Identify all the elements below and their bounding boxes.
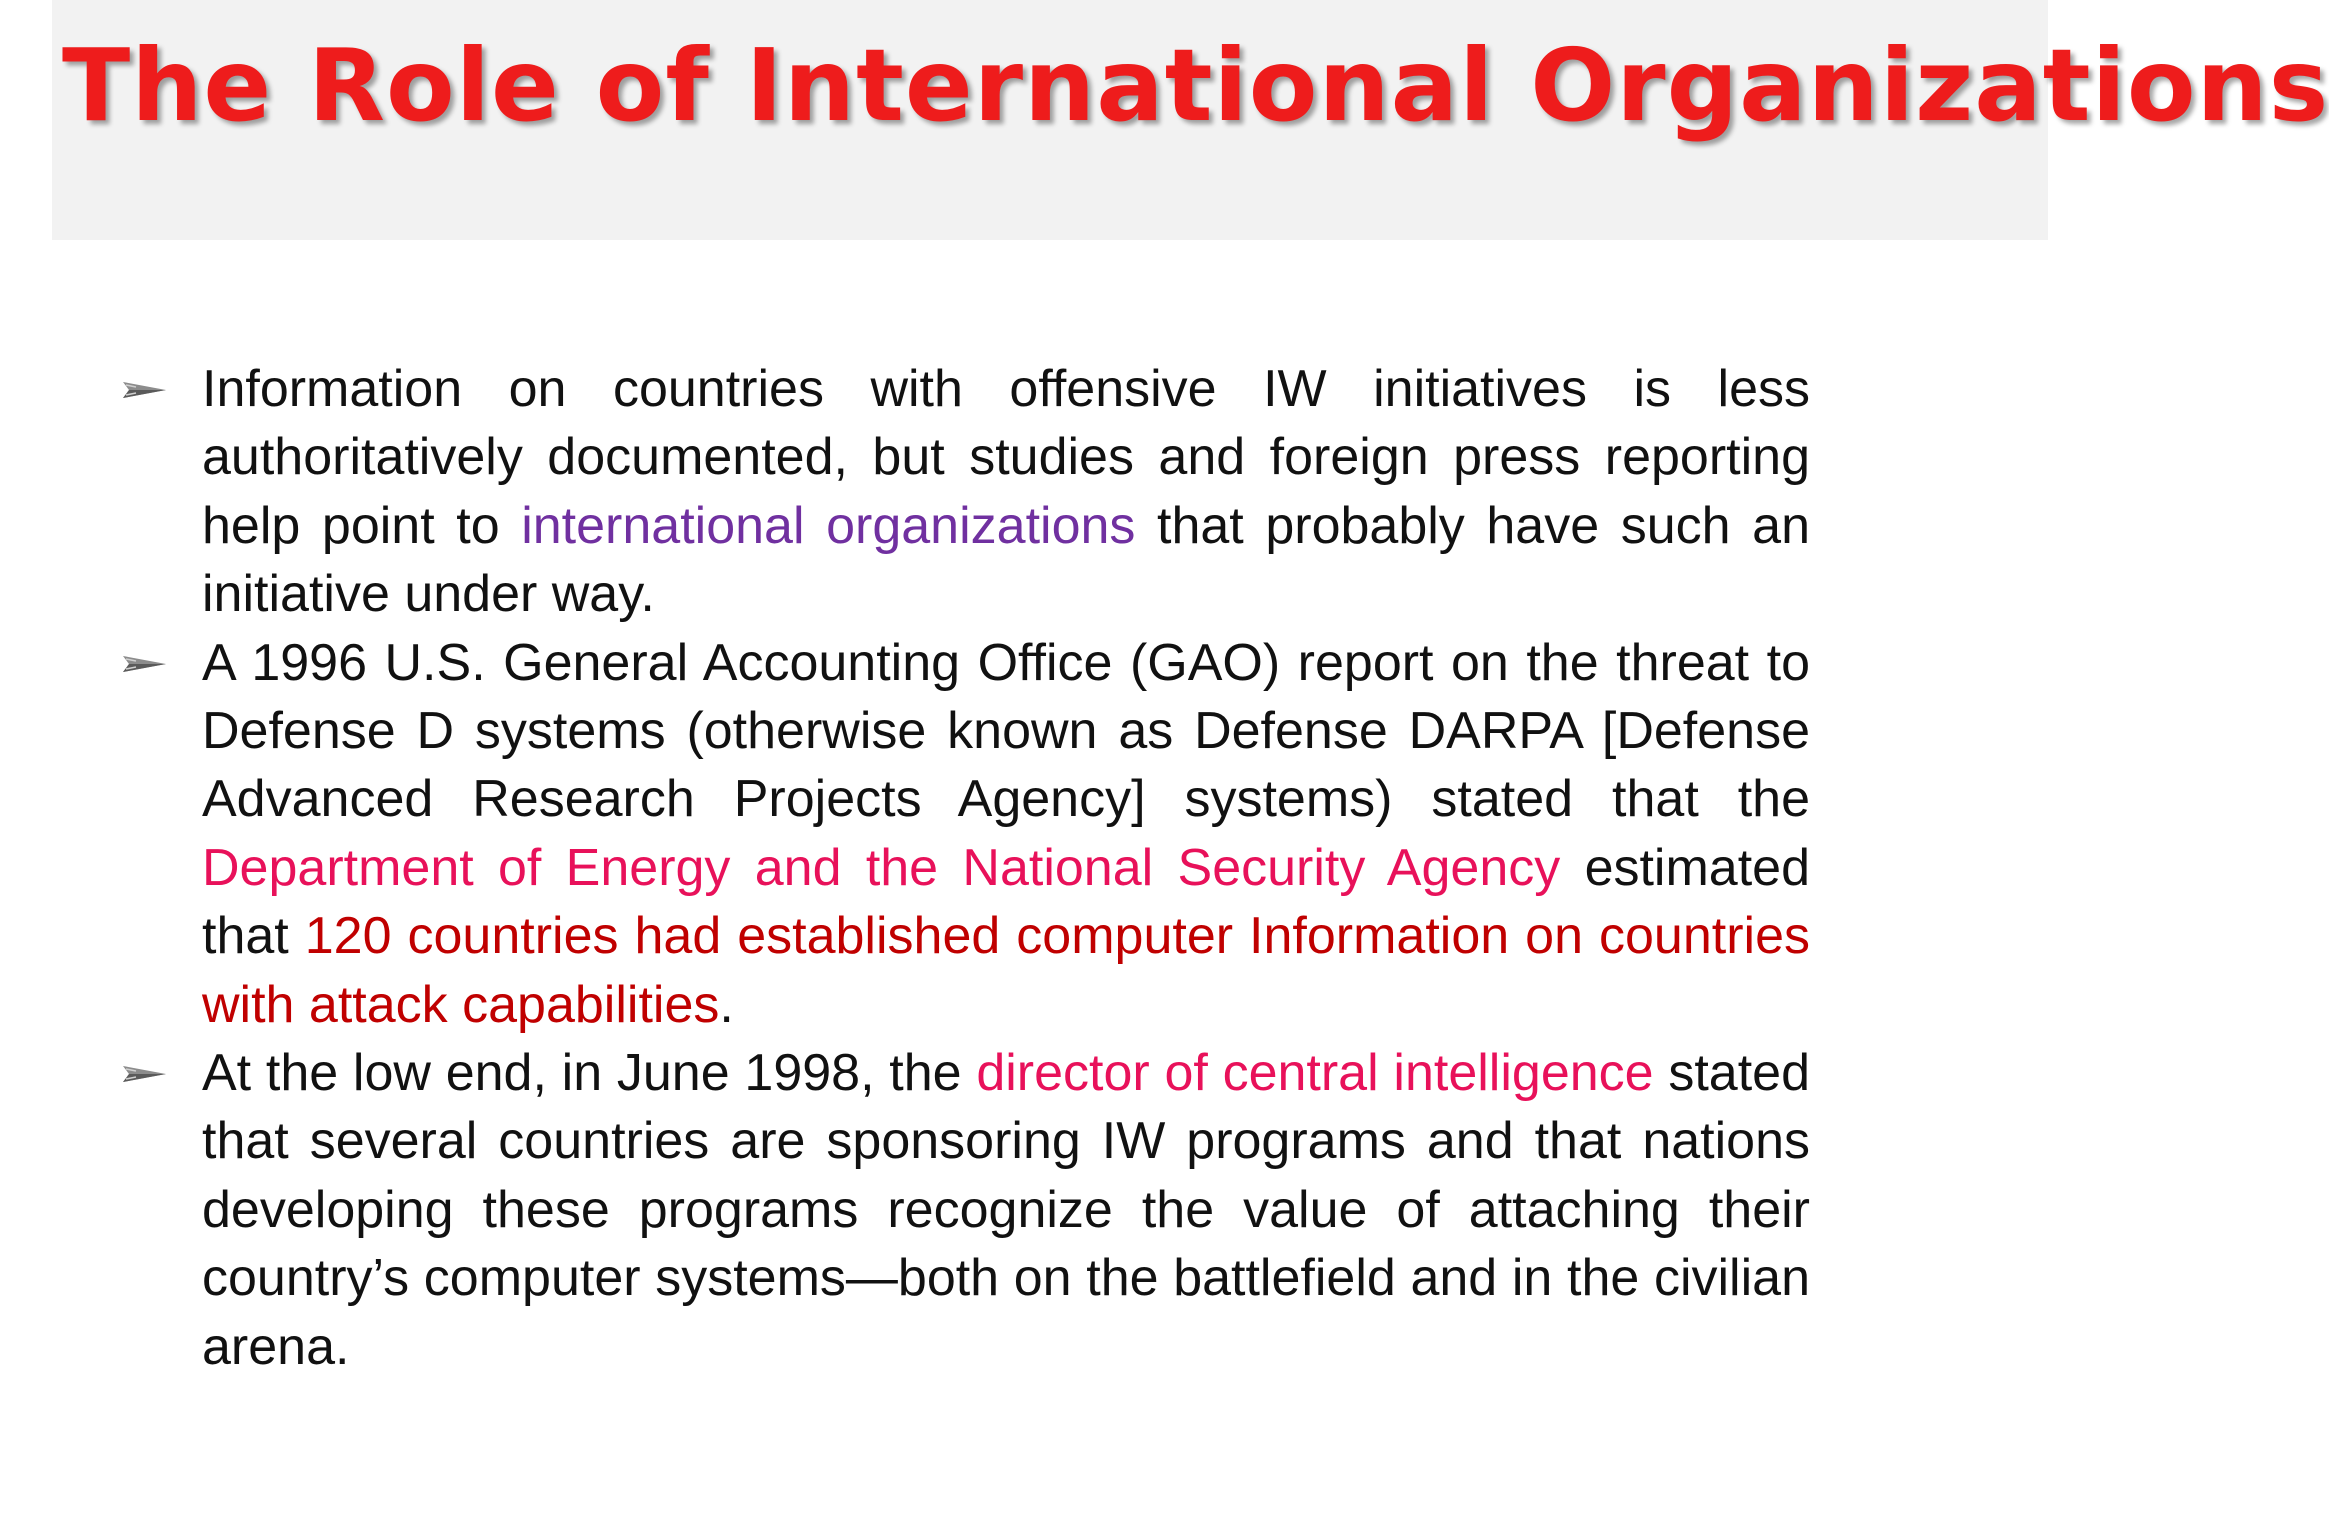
feather-arrow-icon xyxy=(122,1063,168,1085)
bullet-3-text-b: stated that several countries are sponsoring IW programs and that nations developing these programs recognize the value of attaching their country’s computer systems—both on the battlefield and in the civilian arena. xyxy=(202,1044,1810,1376)
bullet-2-highlight-agencies: Department of Energy and the National Security Agency xyxy=(202,838,1561,897)
bullet-2-text-b: estimated that xyxy=(202,838,1811,966)
feather-arrow-icon xyxy=(122,379,168,401)
bullet-1-text-a: Information on countries with offensive IW initiatives is less authoritatively documented, but studies and foreign press reporting help point to xyxy=(202,360,1810,555)
slide-title: The Role of International Organizations xyxy=(62,27,2329,144)
bullet-1-text-b: that probably have such an initiative under way. xyxy=(202,496,1810,624)
bullet-2-text-c: . xyxy=(719,975,734,1034)
bullet-item-3 xyxy=(120,1039,1810,1381)
feather-arrow-icon xyxy=(122,653,168,675)
bullet-3-text-a: At the low end, in June 1998, the xyxy=(202,1044,977,1103)
bullet-list xyxy=(120,355,1810,1381)
title-bar xyxy=(52,0,2329,240)
bullet-1-highlight: international organizations xyxy=(521,496,1136,555)
bullet-item-2 xyxy=(120,629,1810,1039)
bullet-2-text-a: A 1996 U.S. General Accounting Office (GAO) report on the threat to Defense D systems (otherwise known as Defense DARPA [Defense Advanced Research Projects Agency] systems) stated that the xyxy=(202,633,1810,829)
bullet-3-highlight: director of central intelligence xyxy=(976,1044,1654,1103)
bullet-2-highlight-countries: 120 countries had established computer Information on countries with attack capabilities xyxy=(202,907,1810,1034)
bullet-item-1 xyxy=(120,355,1810,629)
